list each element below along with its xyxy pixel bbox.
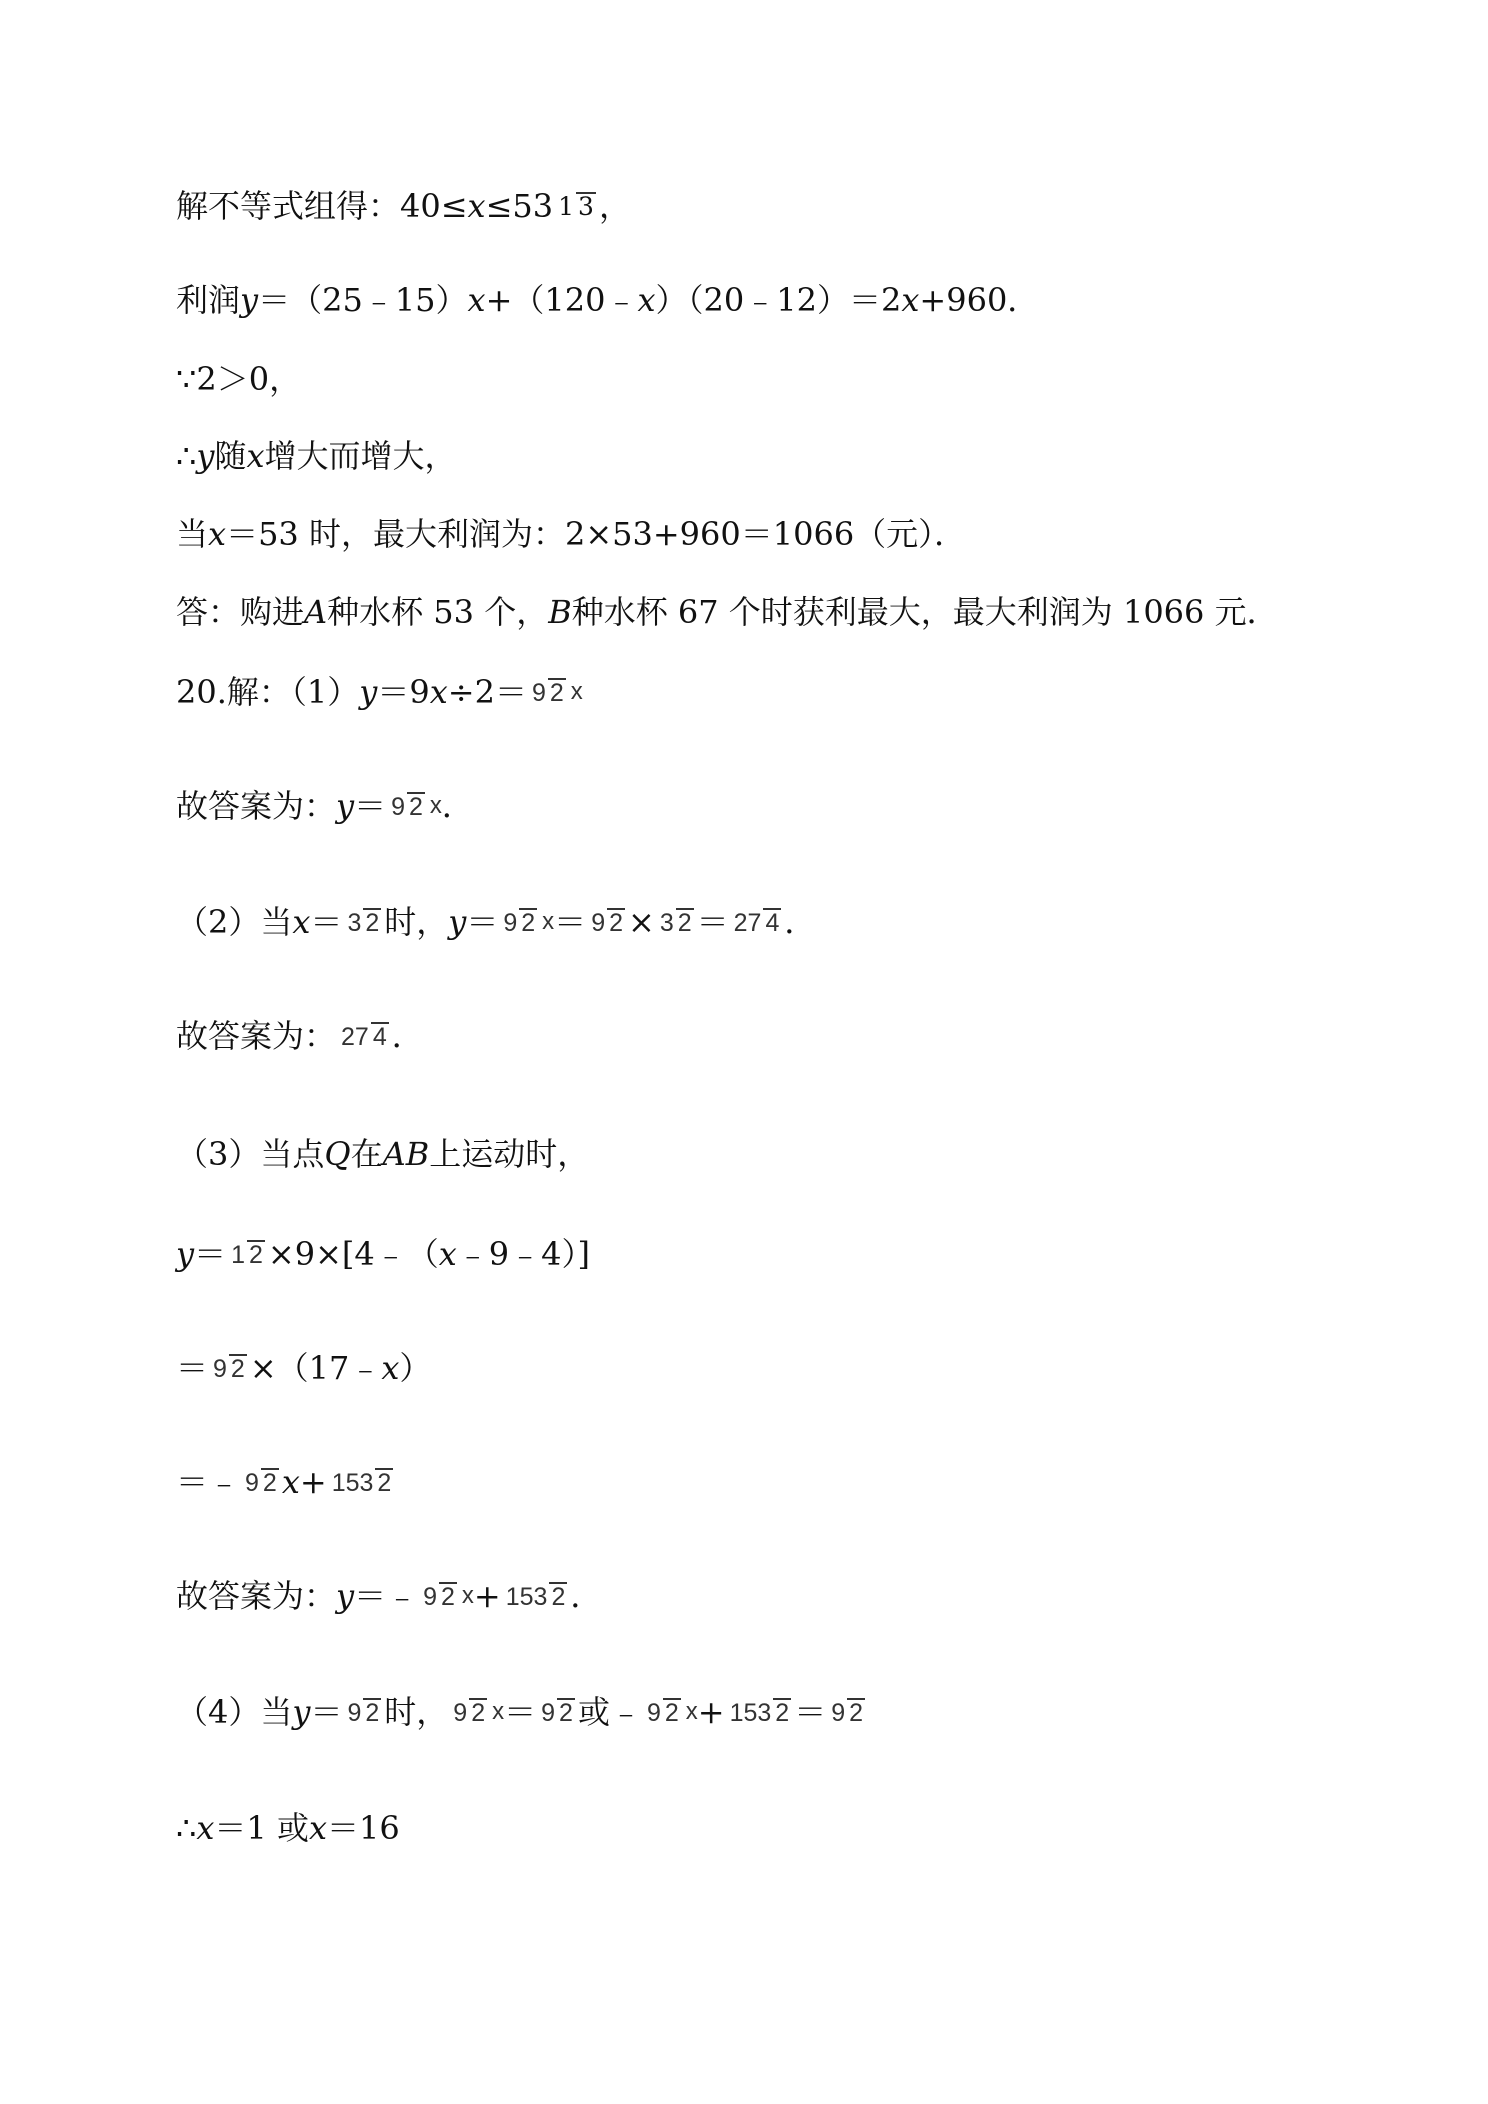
text: ． [784, 903, 817, 941]
text: 种水杯 53 个， [327, 593, 549, 631]
fraction [229, 1240, 265, 1268]
text: ＝ [310, 903, 343, 941]
numerator: 3 [347, 908, 362, 937]
numerator: 153 [505, 1582, 548, 1611]
variable: x [901, 281, 920, 319]
text: +（120﹣ [485, 281, 638, 319]
fraction [530, 678, 566, 706]
solution-line-profit [176, 281, 1040, 319]
denominator: 2 [471, 1698, 486, 1727]
variable: x [467, 187, 486, 225]
fraction [556, 192, 596, 220]
denominator: 2 [365, 1698, 380, 1727]
answer-part-1 [176, 787, 474, 825]
fraction [345, 1698, 381, 1726]
denominator: 4 [372, 1022, 387, 1051]
text: ∴ [176, 437, 197, 475]
variable: y [292, 1693, 311, 1731]
text: 20.解：（1） [176, 673, 360, 711]
text: ＝ [354, 787, 387, 825]
variable: B [548, 593, 572, 631]
text: ≤53 [485, 187, 554, 225]
variable: x [429, 792, 442, 819]
variable: y [196, 437, 215, 475]
denominator: 2 [664, 1698, 679, 1727]
solution-line-because [176, 360, 302, 398]
fraction [243, 1468, 279, 1496]
denominator: 2 [441, 1582, 455, 1611]
variable: x [492, 1698, 505, 1725]
variable: AB [382, 1135, 430, 1173]
denominator: 2 [549, 678, 564, 707]
fraction [330, 1468, 394, 1496]
numerator: 9 [531, 678, 546, 707]
variable: x [467, 281, 486, 319]
fraction [345, 908, 381, 936]
text: ． [570, 1577, 603, 1615]
variable: y [336, 1577, 355, 1615]
fraction [339, 1022, 389, 1050]
fraction [451, 1698, 487, 1726]
fraction [389, 792, 425, 820]
text: × [628, 903, 655, 941]
numerator: 9 [391, 792, 406, 821]
text: ＝ [310, 1693, 343, 1731]
denominator: 3 [578, 191, 594, 221]
text: 种水杯 67 个时获利最大，最大利润为 1066 元． [571, 593, 1279, 631]
numerator: 3 [659, 908, 674, 937]
variable: y [336, 787, 355, 825]
text: + [473, 1577, 501, 1615]
solution-line-max-profit [176, 515, 967, 553]
variable: Q [324, 1135, 351, 1173]
variable: x [637, 281, 656, 319]
text: 故答案为： [176, 1017, 337, 1055]
variable: x [208, 515, 227, 553]
text: + [299, 1463, 327, 1501]
denominator: 2 [849, 1698, 864, 1727]
denominator: 2 [775, 1698, 790, 1727]
text: ＝ [466, 903, 499, 941]
numerator: 9 [423, 1582, 438, 1611]
text: ＝ [554, 903, 587, 941]
solution-line-inequality [176, 187, 631, 225]
text: 利润 [176, 281, 241, 319]
denominator: 2 [230, 1354, 245, 1383]
variable: x [281, 1463, 300, 1501]
text: ， [598, 187, 631, 225]
text: （4）当 [176, 1693, 293, 1731]
denominator: 2 [609, 908, 623, 937]
fraction [732, 908, 782, 936]
denominator: 2 [551, 1582, 566, 1611]
numerator: 1 [558, 191, 575, 221]
variable: x [429, 673, 448, 711]
text: 故答案为： [176, 787, 337, 825]
text: 时， [384, 1693, 449, 1731]
problem-20-part-4 [176, 1693, 868, 1731]
denominator: 2 [409, 792, 423, 821]
denominator: 2 [521, 908, 536, 937]
text: ×（17﹣ [249, 1349, 382, 1387]
solution-line-therefore [176, 437, 457, 475]
text: 在 [350, 1135, 383, 1173]
numerator: 27 [733, 908, 762, 937]
variable: y [359, 673, 378, 711]
variable: x [292, 903, 311, 941]
answer-part-2 [176, 1017, 424, 1055]
text: ＝ [794, 1693, 827, 1731]
fraction [421, 1582, 457, 1610]
text: 或﹣ [577, 1693, 642, 1731]
part-3-step-2 [176, 1349, 432, 1387]
denominator: 2 [559, 1698, 573, 1727]
text: 故答案为： [176, 1577, 337, 1615]
denominator: 2 [249, 1240, 263, 1269]
variable: x [246, 437, 265, 475]
text: ） [399, 1349, 432, 1387]
text: ×9×[4﹣（ [267, 1235, 439, 1273]
problem-20-part-1 [176, 673, 583, 711]
problem-20-part-3 [176, 1135, 590, 1173]
variable: y [176, 1235, 195, 1273]
text: 答：购进 [176, 593, 305, 631]
fraction [539, 1698, 575, 1726]
fraction [211, 1354, 247, 1382]
numerator: 27 [341, 1022, 369, 1051]
text: ＝16 [327, 1809, 400, 1847]
text: （3）当点 [176, 1135, 325, 1173]
text: 随 [214, 437, 247, 475]
variable: x [461, 1582, 474, 1609]
text: ∵2＞0， [176, 360, 302, 398]
text: 上运动时， [429, 1135, 590, 1173]
fraction [829, 1698, 865, 1726]
numerator: 1 [231, 1240, 245, 1269]
text: ÷2＝ [447, 673, 527, 711]
numerator: 9 [541, 1698, 556, 1727]
fraction [645, 1698, 681, 1726]
fraction [501, 908, 537, 936]
variable: x [308, 1809, 327, 1847]
text: ＝ [504, 1693, 537, 1731]
text: ＝﹣ [354, 1577, 419, 1615]
part-3-step-3 [176, 1463, 396, 1501]
denominator: 4 [765, 908, 780, 937]
numerator: 9 [591, 908, 606, 937]
part-3-step-1 [176, 1235, 591, 1273]
variable: x [542, 908, 555, 935]
variable: x [570, 678, 583, 705]
problem-20-part-2 [176, 903, 817, 941]
fraction [504, 1582, 568, 1610]
fraction [658, 908, 694, 936]
numerator: 9 [646, 1698, 661, 1727]
text: 解不等式组得：40≤ [176, 187, 468, 225]
text: ﹣9﹣4）] [456, 1235, 591, 1273]
text: 当 [176, 515, 209, 553]
numerator: 9 [213, 1354, 227, 1383]
fraction [589, 908, 625, 936]
fraction [728, 1698, 792, 1726]
numerator: 9 [831, 1698, 846, 1727]
text: ＝（25﹣15） [258, 281, 468, 319]
denominator: 2 [262, 1468, 277, 1497]
numerator: 9 [245, 1468, 259, 1497]
text: ＝9 [377, 673, 430, 711]
variable: x [438, 1235, 457, 1273]
denominator: 2 [365, 908, 380, 937]
numerator: 9 [347, 1698, 362, 1727]
text: ． [391, 1017, 424, 1055]
variable: x [381, 1349, 400, 1387]
text: ）（20﹣12）＝2 [655, 281, 902, 319]
text: ＝ [696, 903, 729, 941]
text: ＝﹣ [176, 1463, 241, 1501]
solution-line-answer [176, 593, 1279, 631]
text: + [697, 1693, 725, 1731]
text: 时， [384, 903, 449, 941]
numerator: 9 [503, 908, 518, 937]
variable: y [240, 281, 259, 319]
text: （2）当 [176, 903, 293, 941]
text: ＝ [176, 1349, 209, 1387]
answer-part-3 [176, 1577, 603, 1615]
text: ． [441, 787, 474, 825]
text: ∴ [176, 1809, 197, 1847]
variable: x [685, 1698, 698, 1725]
numerator: 153 [331, 1468, 374, 1497]
text: ＝ [194, 1235, 227, 1273]
text: +960． [919, 281, 1040, 319]
text: 增大而增大， [264, 437, 457, 475]
variable: A [304, 593, 328, 631]
variable: x [196, 1809, 215, 1847]
denominator: 2 [677, 908, 692, 937]
numerator: 9 [453, 1698, 468, 1727]
variable: y [448, 903, 467, 941]
text: ＝1 或 [214, 1809, 309, 1847]
part-4-result [176, 1809, 400, 1847]
denominator: 2 [377, 1468, 392, 1497]
text: ＝53 时，最大利润为：2×53+960＝1066（元）． [226, 515, 967, 553]
numerator: 153 [729, 1698, 772, 1727]
